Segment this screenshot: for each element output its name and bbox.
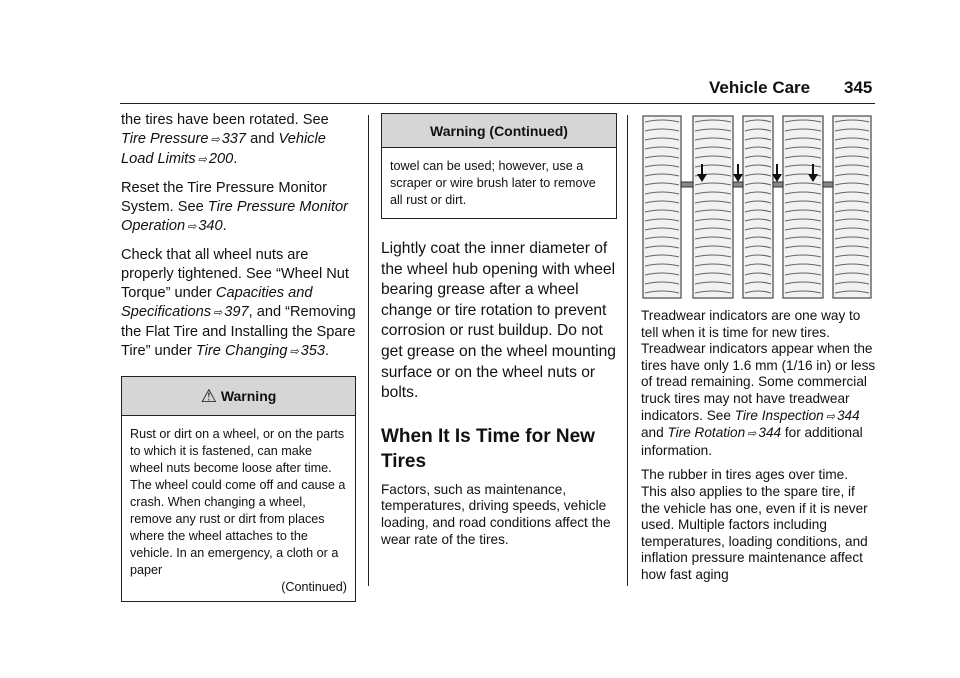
page-number: 345 [844, 78, 873, 97]
warning-box [121, 376, 356, 602]
warning-continued-header: Warning (Continued) [382, 114, 616, 148]
column-divider-1 [368, 115, 369, 586]
warning-triangle-icon: ⚠ [200, 386, 217, 406]
column-3 [641, 114, 876, 592]
link-vehicle-load-limits[interactable]: Vehicle Load Limits ⇨ 200 [121, 131, 326, 167]
link-tire-pressure[interactable]: Tire Pressure ⇨ 337 [121, 131, 247, 147]
column-2 [381, 111, 617, 556]
page-reference-arrow-icon: ⇨ [187, 221, 197, 233]
column-1 [121, 111, 356, 602]
page-reference-arrow-icon: ⇨ [289, 346, 299, 358]
treadwear-indicator-illustration [641, 114, 873, 300]
header-rule [120, 103, 875, 104]
link-tpms-operation[interactable]: Tire Pressure Monitor Operation ⇨ 340 [121, 199, 348, 234]
tire-tread-ribs [643, 116, 871, 298]
column-divider-2 [627, 115, 628, 586]
page-reference-arrow-icon: ⇨ [747, 428, 757, 441]
paragraph-rubber-aging: The rubber in tires ages over time. This also applies to the spare tire, if the vehicle has one, even if it is never used. Multiple factors including temperatures, loading conditions, and inflation pressure maintenance affect how fast aging [641, 467, 868, 582]
warning-continued-label: (Continued) [281, 580, 347, 594]
link-tire-rotation[interactable]: Tire Rotation ⇨ 344 [667, 425, 782, 441]
link-tire-changing[interactable]: Tire Changing ⇨ 353 [195, 343, 326, 359]
section-title: Vehicle Care [709, 78, 811, 97]
link-tire-inspection[interactable]: Tire Inspection ⇨ 344 [734, 407, 860, 423]
warning-continued-text: towel can be used; however, use a scraper or wire brush later to remove all rust or dirt. [390, 159, 596, 207]
page-reference-arrow-icon: ⇨ [213, 307, 223, 319]
warning-body [122, 416, 355, 601]
paragraph-rotated: the tires have been rotated. See Tire Pressure ⇨ 337 and Vehicle Load Limits ⇨ 200. [121, 112, 329, 167]
paragraph-wear-factors: Factors, such as maintenance, temperatures, driving speeds, vehicle loading, and road conditions affect the wear rate of the tires. [381, 481, 611, 547]
paragraph-reset-tpms: Reset the Tire Pressure Monitor System. See Tire Pressure Monitor Operation ⇨ 340. [121, 180, 348, 234]
paragraph-grease: Lightly coat the inner diameter of the wheel hub opening with wheel bearing grease after a wheel change or tire rotation to prevent corrosion or rust buildup. Do not get grease on the wheel mounting surface or on the wheel nuts or bolts. [381, 240, 616, 402]
section-heading-new-tires: When It Is Time for New Tires [381, 425, 595, 472]
paragraph-treadwear-indicators: Treadwear indicators are one way to tell when it is time for new tires. Treadwear indicators appear when the tires have only 1.6 mm (1/16 in) or less of tread remaining. Some commercial truck tires may not have treadwear indicators. See Tire Inspection ⇨ 344 and Tire Rotation ⇨ 344 for additional information. [641, 308, 876, 458]
paragraph-wheel-nuts: Check that all wheel nuts are properly tightened. See “Wheel Nut Torque” under Capacities and Specifications ⇨ 397, and “Removing the Flat Tire and Installing the Spare Tire” under Tire Changing ⇨ 353. [121, 247, 356, 359]
page-reference-arrow-icon: ⇨ [197, 154, 207, 166]
warning-title: Warning [220, 388, 277, 404]
warning-header [122, 377, 355, 416]
warning-continued-box [381, 113, 617, 219]
page-reference-arrow-icon: ⇨ [210, 134, 220, 146]
warning-text: Rust or dirt on a wheel, or on the parts to which it is fastened, can make wheel nuts become loose after time. The wheel could come off and cause a crash. When changing a wheel, remove any rust or dirt from places where the wheel attaches to the vehicle. In an emergency, a cloth or a paper [130, 427, 346, 577]
link-capacities-specifications[interactable]: Capacities and Specifications ⇨ 397 [121, 285, 313, 320]
page-reference-arrow-icon: ⇨ [825, 410, 835, 423]
